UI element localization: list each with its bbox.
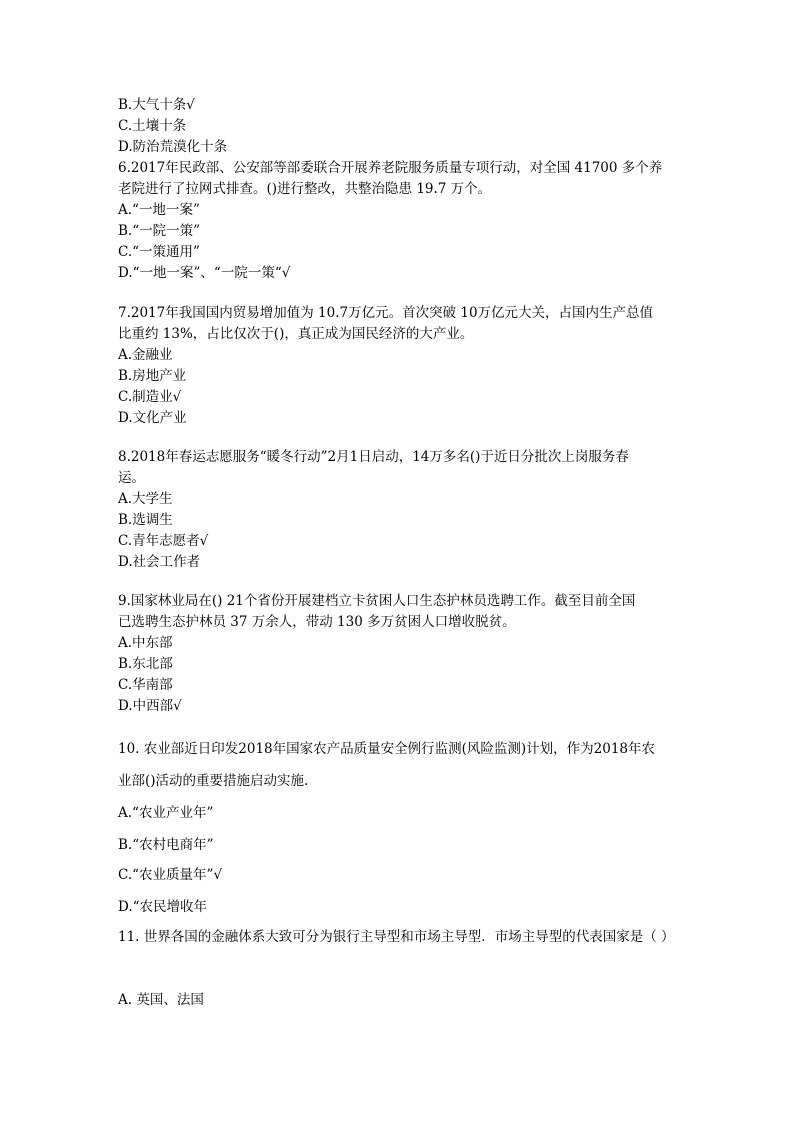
q10-option-b: B.“农村电商年” xyxy=(118,837,214,853)
q6-option-d: D.“一地一案”、“一院一策“√ xyxy=(118,265,291,281)
q9-option-c: C.华南部 xyxy=(118,677,173,693)
q7-stem-line-2: 比重约 13%，占比仅次于()，真正成为国民经济的大产业。 xyxy=(118,326,474,342)
q8-option-a: A.大学生 xyxy=(118,491,173,507)
q10-stem-line-2: 业部()活动的重要措施启动实施. xyxy=(118,773,309,789)
q8-option-c: C.青年志愿者√ xyxy=(118,533,209,549)
q9-stem-line-2: 已选聘生态护林员 37 万余人，带动 130 多万贫困人口增收脱贫。 xyxy=(118,614,516,630)
q7-option-a: A.金融业 xyxy=(118,347,173,363)
q7-option-d: D.文化产业 xyxy=(118,410,187,426)
q5-option-d: D.防治荒漠化十条 xyxy=(118,139,228,155)
q9-option-a: A.中东部 xyxy=(118,635,173,651)
q5-option-c: C.土壤十条 xyxy=(118,118,187,134)
q10-stem-line-1: 10. 农业部近日印发2018年国家农产品质量安全例行监测(风险监测)计划，作为2018年农 xyxy=(118,741,656,757)
q11-option-a: A. 英国、法国 xyxy=(118,992,204,1008)
q8-stem-line-2: 运。 xyxy=(118,470,145,486)
q7-option-b: B.房地产业 xyxy=(118,368,187,384)
q6-option-b: B.“一院一策” xyxy=(118,223,201,239)
q6-option-a: A.“一地一案” xyxy=(118,202,200,218)
q8-option-b: B.选调生 xyxy=(118,512,173,528)
q6-option-c: C.“一策通用” xyxy=(118,244,200,260)
q9-stem-line-1: 9.国家林业局在() 21个省份开展建档立卡贫困人口生态护林员选聘工作。截至目前全国 xyxy=(118,593,636,609)
q7-option-c: C.制造业√ xyxy=(118,389,182,405)
q7-stem-line-1: 7.2017年我国国内贸易增加值为 10.7万亿元。首次突破 10万亿元大关，占国内生产总值 xyxy=(118,305,654,321)
q6-stem-line-1: 6.2017年民政部、公安部等部委联合开展养老院服务质量专项行动，对全国 41700 多个养 xyxy=(118,160,663,176)
q10-option-d: D.“农民增收年 xyxy=(118,899,208,915)
q10-option-a: A.“农业产业年” xyxy=(118,805,214,821)
q8-option-d: D.社会工作者 xyxy=(118,554,201,570)
q10-option-c: C.“农业质量年”√ xyxy=(118,867,223,883)
q9-option-b: B.东北部 xyxy=(118,656,173,672)
q6-stem-line-2: 老院进行了拉网式排查。()进行整改，共整治隐患 19.7 万个。 xyxy=(118,181,492,197)
q9-option-d: D.中西部√ xyxy=(118,698,182,714)
q8-stem-line-1: 8.2018年春运志愿服务“暖冬行动”2月1日启动，14万多名()于近日分批次上岗服务春 xyxy=(118,449,629,465)
q11-stem: 11. 世界各国的金融体系大致可分为银行主导型和市场主导型．市场主导型的代表国家是（ ） xyxy=(118,929,675,945)
q5-option-b: B.大气十条√ xyxy=(118,97,195,113)
